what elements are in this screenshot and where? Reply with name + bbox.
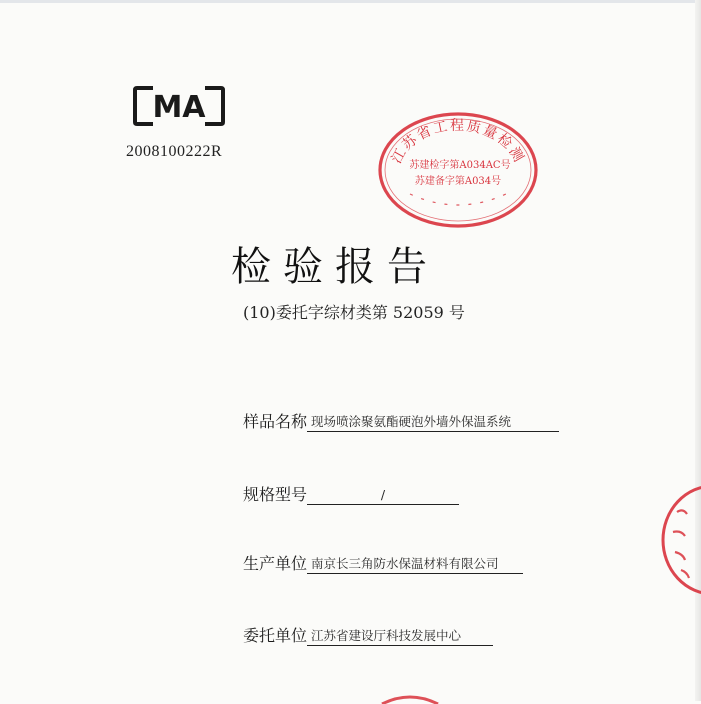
page-top-edge [0, 0, 701, 3]
cma-logo-text: MA [152, 90, 206, 125]
cma-certificate-number: 2008100222R [126, 143, 223, 160]
inspection-seal-icon [370, 104, 542, 228]
field-value: 现场喷涂聚氨酯硬泡外墙外保温系统 [307, 413, 559, 432]
field-value: 南京长三角防水保温材料有限公司 [307, 555, 523, 574]
report-number: (10)委托字综材类第 52059 号 [243, 303, 465, 322]
field-manufacturer [243, 550, 523, 574]
field-value: / [307, 486, 459, 505]
field-label: 样品名称 [243, 412, 308, 431]
report-title: 检验报告 [231, 244, 439, 290]
field-label: 规格型号 [243, 485, 308, 504]
seal-org-name: 江苏省工程质量检测 [388, 117, 528, 167]
field-specification [243, 481, 459, 505]
field-client [243, 622, 493, 646]
field-sample-name [243, 408, 559, 432]
partial-seal-right-icon [655, 482, 701, 602]
seal-line-1: 苏建检字第A034AC号 [409, 160, 511, 171]
field-label: 生产单位 [243, 554, 308, 573]
field-label: 委托单位 [243, 626, 308, 645]
seal-line-2: 苏建备字第A034号 [414, 176, 502, 187]
field-value: 江苏省建设厅科技发展中心 [307, 627, 493, 646]
cma-logo-icon [133, 85, 225, 127]
partial-seal-bottom-icon [380, 690, 440, 704]
